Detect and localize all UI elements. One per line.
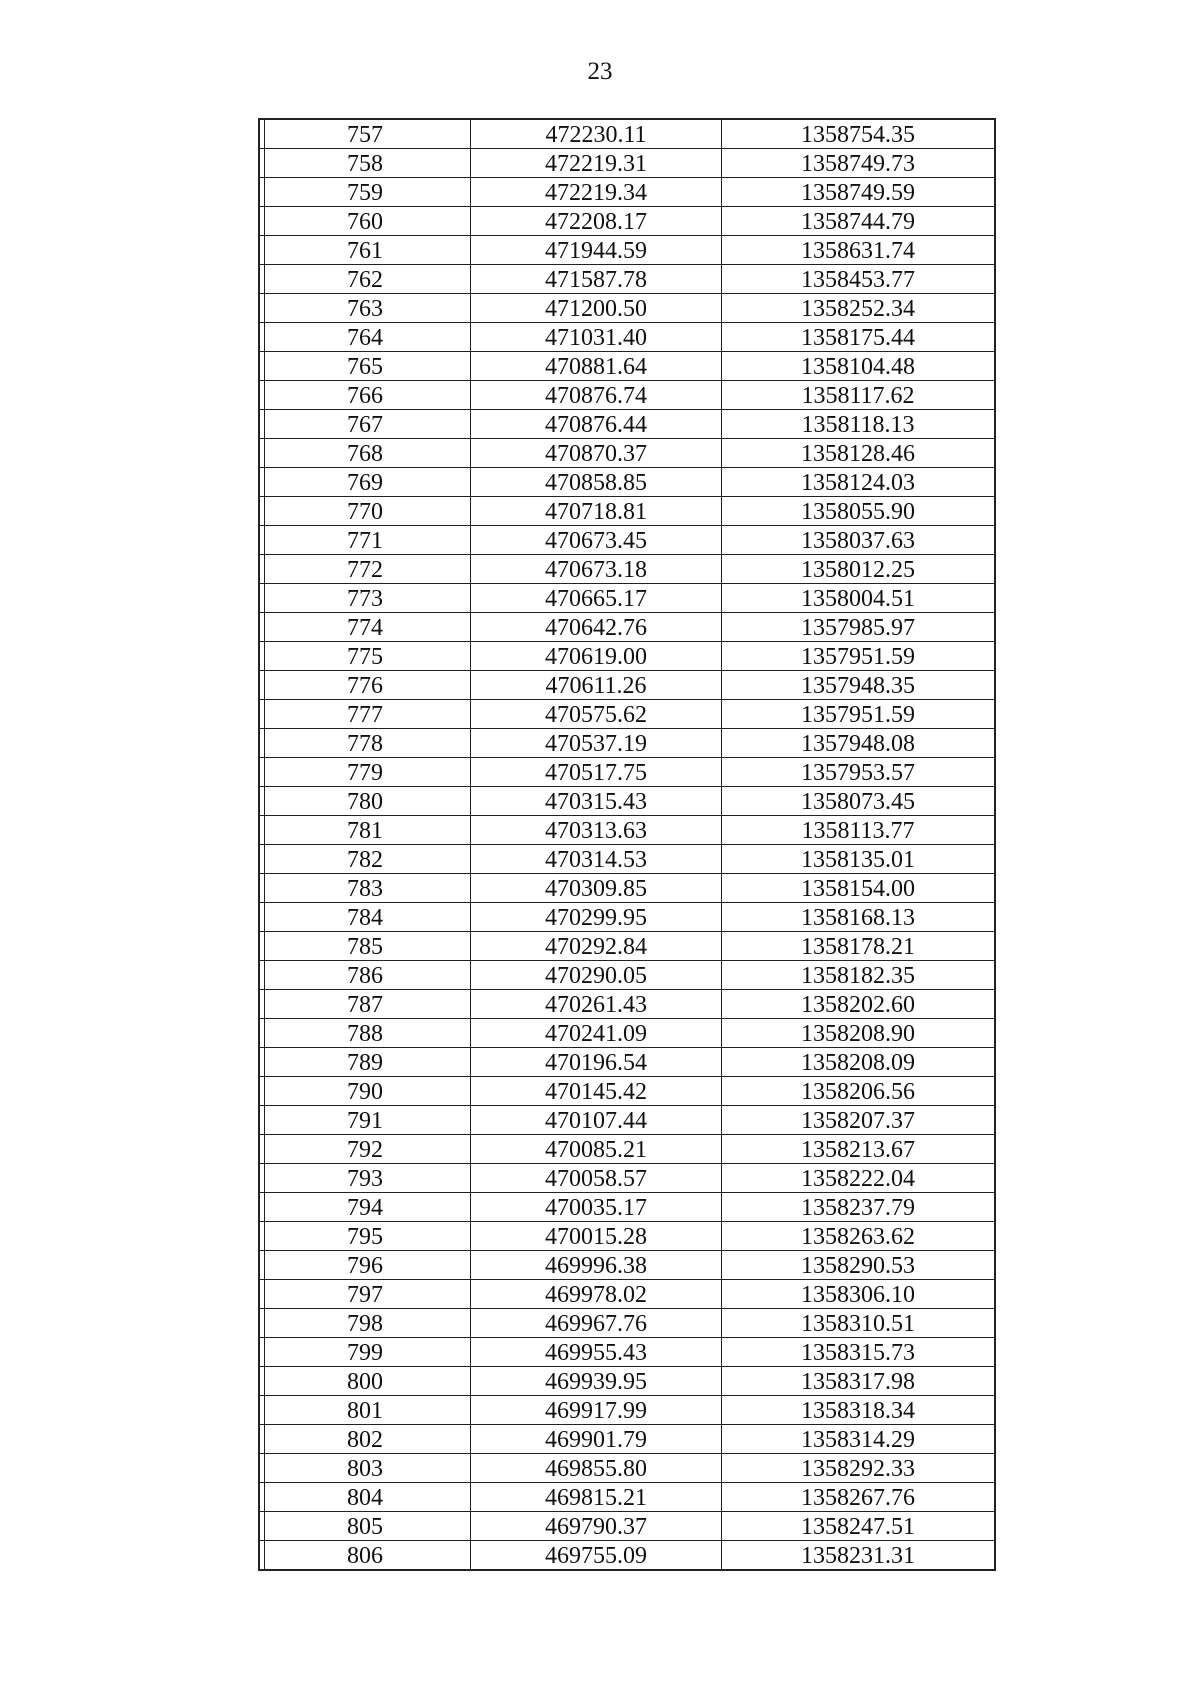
x-coordinate-cell: 469815.21 bbox=[471, 1483, 722, 1512]
point-number-cell: 785 bbox=[260, 932, 471, 961]
y-coordinate-cell: 1358306.10 bbox=[722, 1280, 995, 1309]
table-row bbox=[260, 1309, 994, 1338]
point-number-cell: 794 bbox=[260, 1193, 471, 1222]
y-coordinate-cell: 1358135.01 bbox=[722, 845, 995, 874]
x-coordinate-cell: 470292.84 bbox=[471, 932, 722, 961]
point-number-cell: 778 bbox=[260, 729, 471, 758]
table-row bbox=[260, 149, 994, 178]
table-row bbox=[260, 120, 994, 149]
table-row bbox=[260, 236, 994, 265]
y-coordinate-cell: 1358004.51 bbox=[722, 584, 995, 613]
y-coordinate-cell: 1358208.90 bbox=[722, 1019, 995, 1048]
table-row bbox=[260, 816, 994, 845]
table-row bbox=[260, 787, 994, 816]
table-row bbox=[260, 1454, 994, 1483]
table-row bbox=[260, 758, 994, 787]
x-coordinate-cell: 472230.11 bbox=[471, 120, 722, 149]
point-number-cell: 792 bbox=[260, 1135, 471, 1164]
table-row bbox=[260, 874, 994, 903]
x-coordinate-cell: 470058.57 bbox=[471, 1164, 722, 1193]
point-number-cell: 800 bbox=[260, 1367, 471, 1396]
point-number-cell: 781 bbox=[260, 816, 471, 845]
x-coordinate-cell: 470196.54 bbox=[471, 1048, 722, 1077]
table-row bbox=[260, 1106, 994, 1135]
table-row bbox=[260, 1280, 994, 1309]
coordinates-table bbox=[260, 120, 994, 1569]
x-coordinate-cell: 471587.78 bbox=[471, 265, 722, 294]
table-row bbox=[260, 642, 994, 671]
x-coordinate-cell: 470015.28 bbox=[471, 1222, 722, 1251]
x-coordinate-cell: 470870.37 bbox=[471, 439, 722, 468]
y-coordinate-cell: 1358252.34 bbox=[722, 294, 995, 323]
table-row bbox=[260, 584, 994, 613]
y-coordinate-cell: 1358749.73 bbox=[722, 149, 995, 178]
point-number-cell: 777 bbox=[260, 700, 471, 729]
x-coordinate-cell: 472219.31 bbox=[471, 149, 722, 178]
x-coordinate-cell: 472208.17 bbox=[471, 207, 722, 236]
table-row bbox=[260, 845, 994, 874]
table-row bbox=[260, 294, 994, 323]
y-coordinate-cell: 1358154.00 bbox=[722, 874, 995, 903]
point-number-cell: 786 bbox=[260, 961, 471, 990]
coordinates-table-body bbox=[260, 120, 994, 1569]
x-coordinate-cell: 470876.74 bbox=[471, 381, 722, 410]
x-coordinate-cell: 470261.43 bbox=[471, 990, 722, 1019]
x-coordinate-cell: 470241.09 bbox=[471, 1019, 722, 1048]
x-coordinate-cell: 470858.85 bbox=[471, 468, 722, 497]
y-coordinate-cell: 1358168.13 bbox=[722, 903, 995, 932]
point-number-cell: 788 bbox=[260, 1019, 471, 1048]
table-row bbox=[260, 1077, 994, 1106]
y-coordinate-cell: 1358754.35 bbox=[722, 120, 995, 149]
y-coordinate-cell: 1358290.53 bbox=[722, 1251, 995, 1280]
x-coordinate-cell: 469790.37 bbox=[471, 1512, 722, 1541]
y-coordinate-cell: 1358222.04 bbox=[722, 1164, 995, 1193]
x-coordinate-cell: 469939.95 bbox=[471, 1367, 722, 1396]
point-number-cell: 798 bbox=[260, 1309, 471, 1338]
x-coordinate-cell: 469917.99 bbox=[471, 1396, 722, 1425]
point-number-cell: 773 bbox=[260, 584, 471, 613]
table-row bbox=[260, 932, 994, 961]
x-coordinate-cell: 470314.53 bbox=[471, 845, 722, 874]
y-coordinate-cell: 1358213.67 bbox=[722, 1135, 995, 1164]
table-row bbox=[260, 265, 994, 294]
y-coordinate-cell: 1358128.46 bbox=[722, 439, 995, 468]
x-coordinate-cell: 469996.38 bbox=[471, 1251, 722, 1280]
point-number-cell: 793 bbox=[260, 1164, 471, 1193]
point-number-cell: 762 bbox=[260, 265, 471, 294]
table-row bbox=[260, 1367, 994, 1396]
y-coordinate-cell: 1358207.37 bbox=[722, 1106, 995, 1135]
x-coordinate-cell: 470315.43 bbox=[471, 787, 722, 816]
point-number-cell: 796 bbox=[260, 1251, 471, 1280]
table-row bbox=[260, 613, 994, 642]
y-coordinate-cell: 1358012.25 bbox=[722, 555, 995, 584]
table-row bbox=[260, 1425, 994, 1454]
x-coordinate-cell: 469755.09 bbox=[471, 1541, 722, 1570]
table-row bbox=[260, 990, 994, 1019]
y-coordinate-cell: 1357953.57 bbox=[722, 758, 995, 787]
x-coordinate-cell: 471944.59 bbox=[471, 236, 722, 265]
x-coordinate-cell: 470611.26 bbox=[471, 671, 722, 700]
x-coordinate-cell: 469978.02 bbox=[471, 1280, 722, 1309]
point-number-cell: 770 bbox=[260, 497, 471, 526]
table-row bbox=[260, 1222, 994, 1251]
point-number-cell: 758 bbox=[260, 149, 471, 178]
point-number-cell: 782 bbox=[260, 845, 471, 874]
point-number-cell: 805 bbox=[260, 1512, 471, 1541]
y-coordinate-cell: 1358104.48 bbox=[722, 352, 995, 381]
y-coordinate-cell: 1357951.59 bbox=[722, 642, 995, 671]
y-coordinate-cell: 1358631.74 bbox=[722, 236, 995, 265]
table-row bbox=[260, 1019, 994, 1048]
point-number-cell: 797 bbox=[260, 1280, 471, 1309]
table-row bbox=[260, 381, 994, 410]
x-coordinate-cell: 470290.05 bbox=[471, 961, 722, 990]
point-number-cell: 760 bbox=[260, 207, 471, 236]
table-row bbox=[260, 1251, 994, 1280]
y-coordinate-cell: 1358118.13 bbox=[722, 410, 995, 439]
page-number: 23 bbox=[587, 58, 613, 85]
y-coordinate-cell: 1358292.33 bbox=[722, 1454, 995, 1483]
x-coordinate-cell: 470881.64 bbox=[471, 352, 722, 381]
y-coordinate-cell: 1358206.56 bbox=[722, 1077, 995, 1106]
x-coordinate-cell: 469901.79 bbox=[471, 1425, 722, 1454]
table-row bbox=[260, 671, 994, 700]
point-number-cell: 806 bbox=[260, 1541, 471, 1570]
point-number-cell: 789 bbox=[260, 1048, 471, 1077]
table-row bbox=[260, 1193, 994, 1222]
table-row bbox=[260, 1396, 994, 1425]
x-coordinate-cell: 470145.42 bbox=[471, 1077, 722, 1106]
point-number-cell: 780 bbox=[260, 787, 471, 816]
y-coordinate-cell: 1357985.97 bbox=[722, 613, 995, 642]
point-number-cell: 802 bbox=[260, 1425, 471, 1454]
table-row bbox=[260, 207, 994, 236]
y-coordinate-cell: 1358073.45 bbox=[722, 787, 995, 816]
y-coordinate-cell: 1358749.59 bbox=[722, 178, 995, 207]
y-coordinate-cell: 1358247.51 bbox=[722, 1512, 995, 1541]
point-number-cell: 763 bbox=[260, 294, 471, 323]
table-row bbox=[260, 1338, 994, 1367]
point-number-cell: 779 bbox=[260, 758, 471, 787]
y-coordinate-cell: 1358317.98 bbox=[722, 1367, 995, 1396]
point-number-cell: 768 bbox=[260, 439, 471, 468]
point-number-cell: 774 bbox=[260, 613, 471, 642]
x-coordinate-cell: 470619.00 bbox=[471, 642, 722, 671]
point-number-cell: 761 bbox=[260, 236, 471, 265]
point-number-cell: 759 bbox=[260, 178, 471, 207]
table-row bbox=[260, 961, 994, 990]
table-row bbox=[260, 1135, 994, 1164]
table-row bbox=[260, 700, 994, 729]
y-coordinate-cell: 1358310.51 bbox=[722, 1309, 995, 1338]
point-number-cell: 787 bbox=[260, 990, 471, 1019]
x-coordinate-cell: 470876.44 bbox=[471, 410, 722, 439]
y-coordinate-cell: 1358117.62 bbox=[722, 381, 995, 410]
y-coordinate-cell: 1358175.44 bbox=[722, 323, 995, 352]
table-row bbox=[260, 1541, 994, 1570]
point-number-cell: 776 bbox=[260, 671, 471, 700]
x-coordinate-cell: 471031.40 bbox=[471, 323, 722, 352]
table-row bbox=[260, 1512, 994, 1541]
point-number-cell: 795 bbox=[260, 1222, 471, 1251]
point-number-cell: 771 bbox=[260, 526, 471, 555]
y-coordinate-cell: 1358263.62 bbox=[722, 1222, 995, 1251]
y-coordinate-cell: 1358182.35 bbox=[722, 961, 995, 990]
y-coordinate-cell: 1358318.34 bbox=[722, 1396, 995, 1425]
y-coordinate-cell: 1358178.21 bbox=[722, 932, 995, 961]
x-coordinate-cell: 469967.76 bbox=[471, 1309, 722, 1338]
x-coordinate-cell: 472219.34 bbox=[471, 178, 722, 207]
table-row bbox=[260, 1164, 994, 1193]
table-row bbox=[260, 526, 994, 555]
y-coordinate-cell: 1357948.08 bbox=[722, 729, 995, 758]
y-coordinate-cell: 1358202.60 bbox=[722, 990, 995, 1019]
point-number-cell: 790 bbox=[260, 1077, 471, 1106]
table-row bbox=[260, 468, 994, 497]
table-row bbox=[260, 729, 994, 758]
point-number-cell: 791 bbox=[260, 1106, 471, 1135]
y-coordinate-cell: 1358314.29 bbox=[722, 1425, 995, 1454]
point-number-cell: 775 bbox=[260, 642, 471, 671]
point-number-cell: 799 bbox=[260, 1338, 471, 1367]
point-number-cell: 783 bbox=[260, 874, 471, 903]
y-coordinate-cell: 1358208.09 bbox=[722, 1048, 995, 1077]
table-row bbox=[260, 1048, 994, 1077]
x-coordinate-cell: 470673.45 bbox=[471, 526, 722, 555]
y-coordinate-cell: 1358124.03 bbox=[722, 468, 995, 497]
x-coordinate-cell: 470575.62 bbox=[471, 700, 722, 729]
table-row bbox=[260, 903, 994, 932]
x-coordinate-cell: 470718.81 bbox=[471, 497, 722, 526]
y-coordinate-cell: 1358267.76 bbox=[722, 1483, 995, 1512]
y-coordinate-cell: 1357948.35 bbox=[722, 671, 995, 700]
x-coordinate-cell: 470035.17 bbox=[471, 1193, 722, 1222]
point-number-cell: 764 bbox=[260, 323, 471, 352]
table-row bbox=[260, 410, 994, 439]
x-coordinate-cell: 470313.63 bbox=[471, 816, 722, 845]
table-row bbox=[260, 497, 994, 526]
x-coordinate-cell: 469855.80 bbox=[471, 1454, 722, 1483]
x-coordinate-cell: 470517.75 bbox=[471, 758, 722, 787]
x-coordinate-cell: 470107.44 bbox=[471, 1106, 722, 1135]
y-coordinate-cell: 1358237.79 bbox=[722, 1193, 995, 1222]
point-number-cell: 765 bbox=[260, 352, 471, 381]
x-coordinate-cell: 470085.21 bbox=[471, 1135, 722, 1164]
table-row bbox=[260, 555, 994, 584]
point-number-cell: 801 bbox=[260, 1396, 471, 1425]
y-coordinate-cell: 1358113.77 bbox=[722, 816, 995, 845]
table-row bbox=[260, 352, 994, 381]
table-row bbox=[260, 178, 994, 207]
point-number-cell: 769 bbox=[260, 468, 471, 497]
x-coordinate-cell: 471200.50 bbox=[471, 294, 722, 323]
x-coordinate-cell: 470642.76 bbox=[471, 613, 722, 642]
table-row bbox=[260, 439, 994, 468]
table-row bbox=[260, 323, 994, 352]
y-coordinate-cell: 1358055.90 bbox=[722, 497, 995, 526]
y-coordinate-cell: 1357951.59 bbox=[722, 700, 995, 729]
coordinates-table-frame bbox=[258, 118, 996, 1571]
y-coordinate-cell: 1358231.31 bbox=[722, 1541, 995, 1570]
y-coordinate-cell: 1358744.79 bbox=[722, 207, 995, 236]
x-coordinate-cell: 469955.43 bbox=[471, 1338, 722, 1367]
x-coordinate-cell: 470299.95 bbox=[471, 903, 722, 932]
point-number-cell: 757 bbox=[260, 120, 471, 149]
point-number-cell: 766 bbox=[260, 381, 471, 410]
point-number-cell: 784 bbox=[260, 903, 471, 932]
x-coordinate-cell: 470665.17 bbox=[471, 584, 722, 613]
point-number-cell: 803 bbox=[260, 1454, 471, 1483]
point-number-cell: 767 bbox=[260, 410, 471, 439]
table-row bbox=[260, 1483, 994, 1512]
y-coordinate-cell: 1358037.63 bbox=[722, 526, 995, 555]
y-coordinate-cell: 1358453.77 bbox=[722, 265, 995, 294]
point-number-cell: 772 bbox=[260, 555, 471, 584]
point-number-cell: 804 bbox=[260, 1483, 471, 1512]
y-coordinate-cell: 1358315.73 bbox=[722, 1338, 995, 1367]
x-coordinate-cell: 470309.85 bbox=[471, 874, 722, 903]
x-coordinate-cell: 470673.18 bbox=[471, 555, 722, 584]
x-coordinate-cell: 470537.19 bbox=[471, 729, 722, 758]
